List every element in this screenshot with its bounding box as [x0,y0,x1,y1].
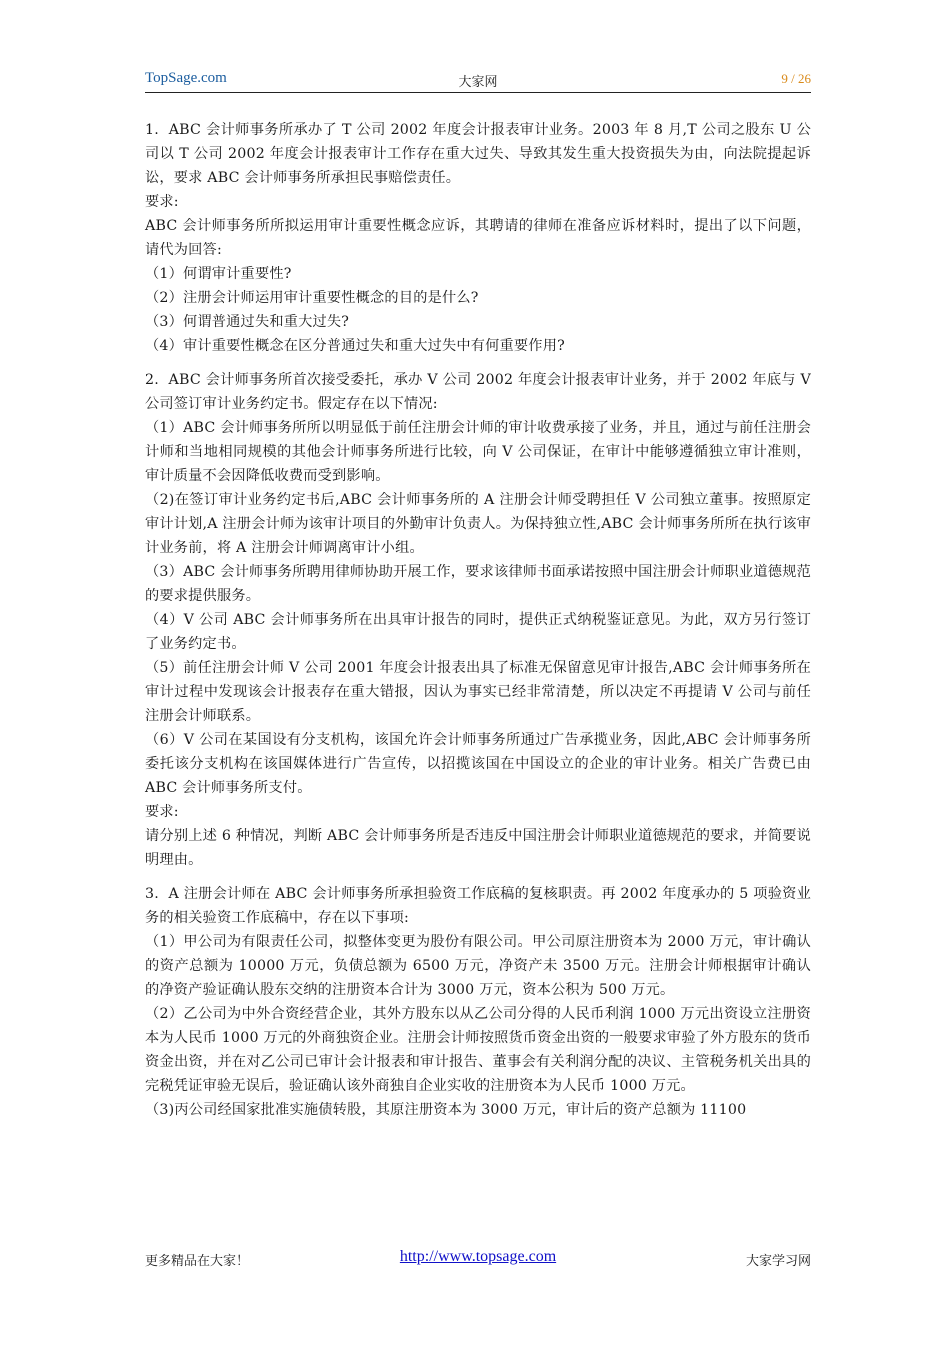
list-item: （3）何谓普通过失和重大过失? [145,314,350,330]
list-item: （2）注册会计师运用审计重要性概念的目的是什么? [145,290,479,306]
page-header [145,70,811,93]
page-footer [145,1248,811,1270]
list-item: （1）何谓审计重要性? [145,266,292,282]
question-2-intro: 2. ABC 会计师事务所首次接受委托，承办 V 公司 2002 年度会计报表审计业务，并于 2002 年底与 V 公司签订审计业务约定书。假定存在以下情况: [145,372,811,412]
list-item: （4）审计重要性概念在区分普通过失和重大过失中有何重要作用? [145,338,565,354]
list-item: （2)在签订审计业务约定书后,ABC 会计师事务所的 A 注册会计师受聘担任 V 公司独立董事。按照原定审计计划,A 注册会计师为该审计项目的外勤审计负责人。为保持独立性,ABC 会计师事务所所在执行该审计业务前，将 A 注册会计师调离审计小组。 [145,492,811,556]
requirement-label: 要求: [145,194,179,210]
question-3-intro: 3. A 注册会计师在 ABC 会计师事务所承担验资工作底稿的复核职责。再 2002 年度承办的 5 项验资业务的相关验资工作底稿中，存在以下事项: [145,886,811,926]
header-site-name[interactable]: TopSage.com [145,70,227,86]
list-item: （4）V 公司 ABC 会计师事务所在出具审计报告的同时，提供正式纳税鉴证意见。为此，双方另行签订了业务约定书。 [145,612,811,652]
header-title: 大家网 [458,75,498,90]
footer-slogan: 更多精品在大家！ [145,1254,250,1269]
list-item: （1）甲公司为有限责任公司，拟整体变更为股份有限公司。甲公司原注册资本为 2000 万元，审计确认的资产总额为 10000 万元，负债总额为 6500 万元，净资产未 3500 万元。注册会计师根据审计确认的净资产验证确认股东交纳的注册资本合计为 3000 万元，资本公积为 500 万元。 [145,934,811,998]
footer-link[interactable]: http://www.topsage.com [399,1248,557,1265]
list-item: （5）前任注册会计师 V 公司 2001 年度会计报表出具了标准无保留意见审计报告,ABC 会计师事务所在审计过程中发现该会计报表存在重大错报，因认为事实已经非常清楚，所以决定不再提请 V 公司与前任注册会计师联系。 [145,660,811,724]
list-item: （2）乙公司为中外合资经营企业，其外方股东以从乙公司分得的人民币利润 1000 万元出资设立注册资本为人民币 1000 万元的外商独资企业。注册会计师按照货币资金出资的一般要求审验了外方股东的货币资金出资，并在对乙公司已审计会计报表和审计报告、董事会有关利润分配的决议、主管税务机关出具的完税凭证审验无误后，验证确认该外商独自企业实收的注册资本为人民币 1000 万元。 [145,1006,811,1094]
document-body [145,118,811,1122]
footer-site-name: 大家学习网 [745,1254,811,1269]
question-1-intro: 1. ABC 会计师事务所承办了 T 公司 2002 年度会计报表审计业务。2003 年 8 月,T 公司之股东 U 公司以 T 公司 2002 年度会计报表审计工作存在重大过失、导致其发生重大投资损失为由，向法院提起诉讼，要求 ABC 会计师事务所承担民事赔偿责任。 [145,122,811,186]
paragraph: ABC 会计师事务所所拟运用审计重要性概念应诉，其聘请的律师在准备应诉材料时，提出了以下问题，请代为回答: [145,218,811,258]
paragraph: 请分别上述 6 种情况，判断 ABC 会计师事务所是否违反中国注册会计师职业道德规范的要求，并简要说明理由。 [145,828,811,868]
page-number: 9 / 26 [781,71,811,86]
list-item: （3）ABC 会计师事务所聘用律师协助开展工作，要求该律师书面承诺按照中国注册会计师职业道德规范的要求提供服务。 [145,564,811,604]
list-item: （3)丙公司经国家批准实施债转股，其原注册资本为 3000 万元，审计后的资产总额为 11100 [145,1102,747,1118]
list-item: （1）ABC 会计师事务所所以明显低于前任注册会计师的审计收费承接了业务，并且，通过与前任注册会计师和当地相同规模的其他会计师事务所进行比较，向 V 公司保证，在审计中能够遵循独立审计准则，审计质量不会因降低收费而受到影响。 [145,420,811,484]
list-item: （6）V 公司在某国设有分支机构，该国允许会计师事务所通过广告承揽业务，因此,ABC 会计师事务所委托该分支机构在该国媒体进行广告宣传，以招揽该国在中国设立的企业的审计业务。相关广告费已由 ABC 会计师事务所支付。 [145,732,811,796]
requirement-label: 要求: [145,804,179,820]
